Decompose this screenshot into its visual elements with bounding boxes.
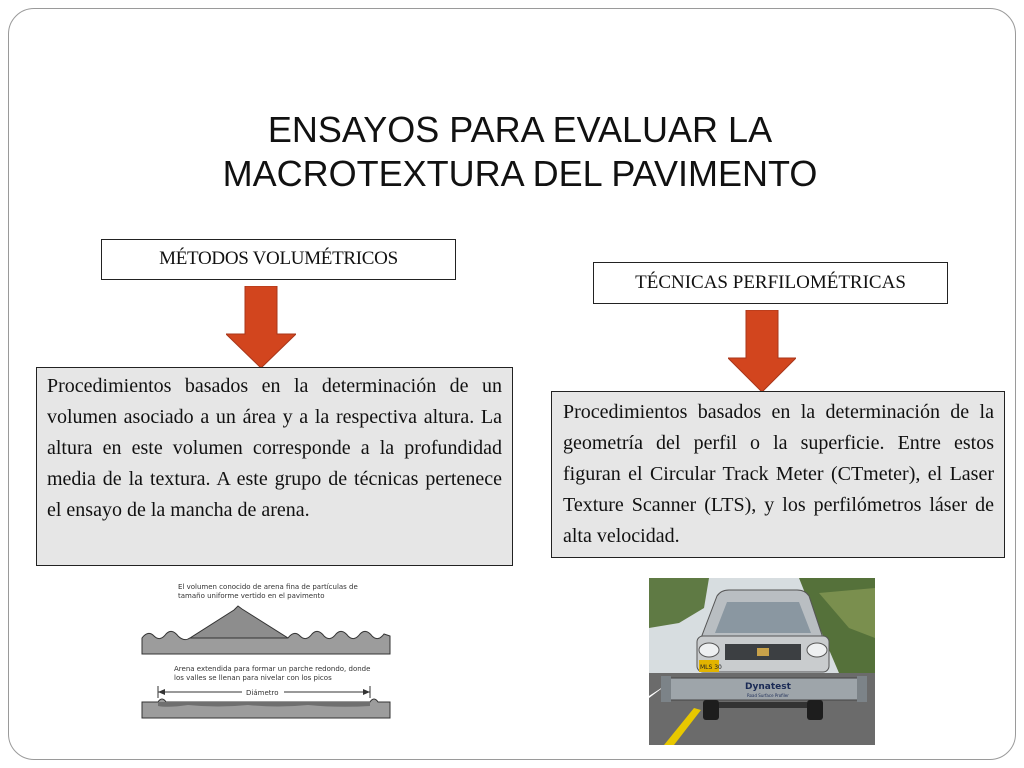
sand-caption-bottom-1: Arena extendida para formar un parche redondo, donde	[174, 665, 371, 673]
sand-caption-top-1: El volumen conocido de arena fina de partículas de	[178, 583, 358, 591]
volumetric-description: Procedimientos basados en la determinación de un volumen asociado a un área y a la respectiva altura. La altura en este volumen corresponde a la profundidad media de la textura. A este grupo de técnicas pertenece el ensayo de la mancha de arena.	[36, 367, 513, 566]
down-arrow-left-icon	[226, 286, 296, 368]
title-line-2: MACROTEXTURA DEL PAVIMENTO	[222, 153, 818, 194]
plate-text: MLS 30	[700, 664, 722, 671]
brand-text: Dynatest	[745, 682, 791, 692]
down-arrow-right-icon	[728, 310, 796, 392]
sand-caption-top-2: tamaño uniforme vertido en el pavimento	[178, 592, 325, 600]
title-line-1: ENSAYOS PARA EVALUAR LA	[267, 109, 773, 150]
sand-caption-bottom-2: los valles se llenan para nivelar con los picos	[174, 674, 332, 682]
volumetric-methods-label: MÉTODOS VOLUMÉTRICOS	[101, 239, 456, 280]
brand-subtext: Road Surface Profiler	[747, 693, 789, 698]
dynatest-profiler-photo	[649, 578, 875, 745]
profilometric-techniques-label: TÉCNICAS PERFILOMÉTRICAS	[593, 262, 948, 304]
profilometric-description: Procedimientos basados en la determinación de la geometría del perfil o la superficie. Entre estos figuran el Circular Track Meter (CTmeter), el Laser Texture Scanner (LTS), y los perfilómetros láser de alta velocidad.	[551, 391, 1005, 558]
sand-patch-diagram	[138, 578, 394, 720]
diameter-label: Diámetro	[246, 689, 279, 697]
slide-title	[160, 108, 880, 196]
